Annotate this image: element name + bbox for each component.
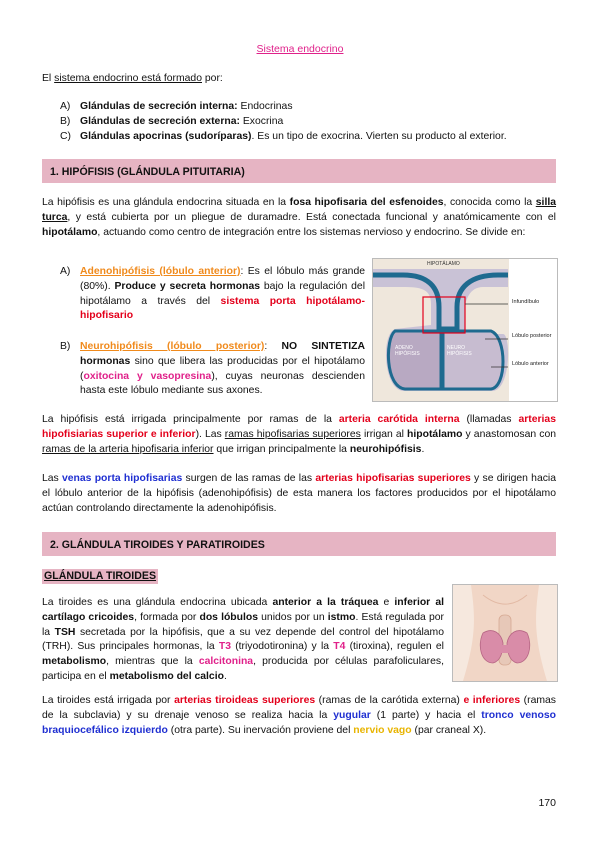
intro-paragraph: El sistema endocrino está formado por:: [42, 73, 223, 84]
neurohipofisis-term: Neurohipófisis (lóbulo posterior): [80, 341, 265, 352]
neurohipofisis-item: B) Neurohipófisis (lóbulo posterior): NO SINTETIZA hormonas sino que libera las producidas por el hipotálamo (oxitocina y vasopresina), cuyas neuronas descienden hasta este lóbulo mediante sus axones.: [60, 341, 365, 397]
section-heading-tiroides: 2. GLÁNDULA TIROIDES Y PARATIROIDES: [42, 532, 556, 556]
list-item: B) Glándulas de secreción externa: Exocrina: [60, 115, 284, 127]
page-title: Sistema endocrino: [256, 43, 344, 55]
fig-label-neuro: NEURO HIPÓFISIS: [447, 345, 472, 357]
list-item: C) Glándulas apocrinas (sudoríparas). Es un tipo de exocrina. Vierten su producto al exterior.: [60, 130, 507, 142]
intro-link: sistema endocrino está formado: [54, 73, 202, 84]
fig-label-hipotalamo: HIPOTÁLAMO: [427, 261, 460, 267]
irrigation-paragraph-2: Las venas porta hipofisarias surgen de las ramas de las arterias hipofisarias superiores y se dirigen hacia el lóbulo anterior de la hipófisis (adenohipófisis) de esta manera los factores producidos por el hipotálamo actúan controlando directamente la adenohipófisis.: [42, 473, 556, 514]
thyroid-illustration: [453, 585, 557, 681]
gland-types-list: [60, 100, 560, 144]
list-item: A) Glándulas de secreción interna: Endocrinas: [60, 101, 293, 112]
subheading-glandula-tiroides: GLÁNDULA TIROIDES: [42, 569, 158, 584]
thyroid-paragraph-2: La tiroides está irrigada por arterias tiroideas superiores (ramas de la carótida externa) e inferiores (ramas de la subclavia) y su drenaje venoso se realiza hacia la yugular (1 parte) y hacia el tronco venoso braquiocefálico izquierdo (otra parte). Su inervación proviene del nervio vago (par craneal X).: [42, 695, 556, 736]
hipofisis-intro-paragraph: La hipófisis es una glándula endocrina situada en la fosa hipofisaria del esfenoides, conocida como la silla turca, y está cubierta por un pliegue de duramadre. Está conectada funcional y anatómicamente con el hipotálamo, actuando como centro de integración entre los sistemas nervioso y endocrino. Se divide en:: [42, 197, 556, 238]
pituitary-illustration: [373, 259, 557, 401]
fig-label-lobulo-posterior: Lóbulo posterior: [512, 333, 552, 339]
fig-label-adeno: ADENO HIPÓFISIS: [395, 345, 420, 357]
fig-label-lobulo-anterior: Lóbulo anterior: [512, 361, 549, 367]
page-number: 170: [538, 797, 556, 809]
adenohipofisis-item: A) Adenohipófisis (lóbulo anterior): Es el lóbulo más grande (80%). Produce y secreta hormonas bajo la regulación del hipotálamo a través del sistema porta hipotálamo-hipofisario: [60, 266, 366, 322]
section-heading-hipofisis: 1. HIPÓFISIS (GLÁNDULA PITUITARIA): [42, 159, 556, 183]
irrigation-paragraph-1: La hipófisis está irrigada principalmente por ramas de la arteria carótida interna (llamadas arterias hipofisiarias superior e inferior). Las ramas hipofisarias superiores irrigan al hipotálamo y anastomosan con ramas de la arteria hipofisaria inferior que irrigan principalmente la neurohipófisis.: [42, 414, 557, 455]
thyroid-paragraph-1: La tiroides es una glándula endocrina ubicada anterior a la tráquea e inferior al cartílago cricoides, formada por dos lóbulos unidos por un istmo. Está regulada por la TSH secretada por la hipófisis, que a su vez depende del control del hipotálamo (TRH). Sus principales hormonas, la T3 (triyodotironina) y la T4 (tiroxina), regulen el metabolismo, mientras que la calcitonina, producida por células parafoliculares, participa en el metabolismo del calcio.: [42, 597, 444, 682]
fig-label-infundibulo: Infundíbulo: [512, 299, 540, 305]
adenohipofisis-term: Adenohipófisis (lóbulo anterior): [80, 266, 241, 277]
pituitary-diagram: [372, 258, 558, 402]
thyroid-image: [452, 584, 558, 682]
